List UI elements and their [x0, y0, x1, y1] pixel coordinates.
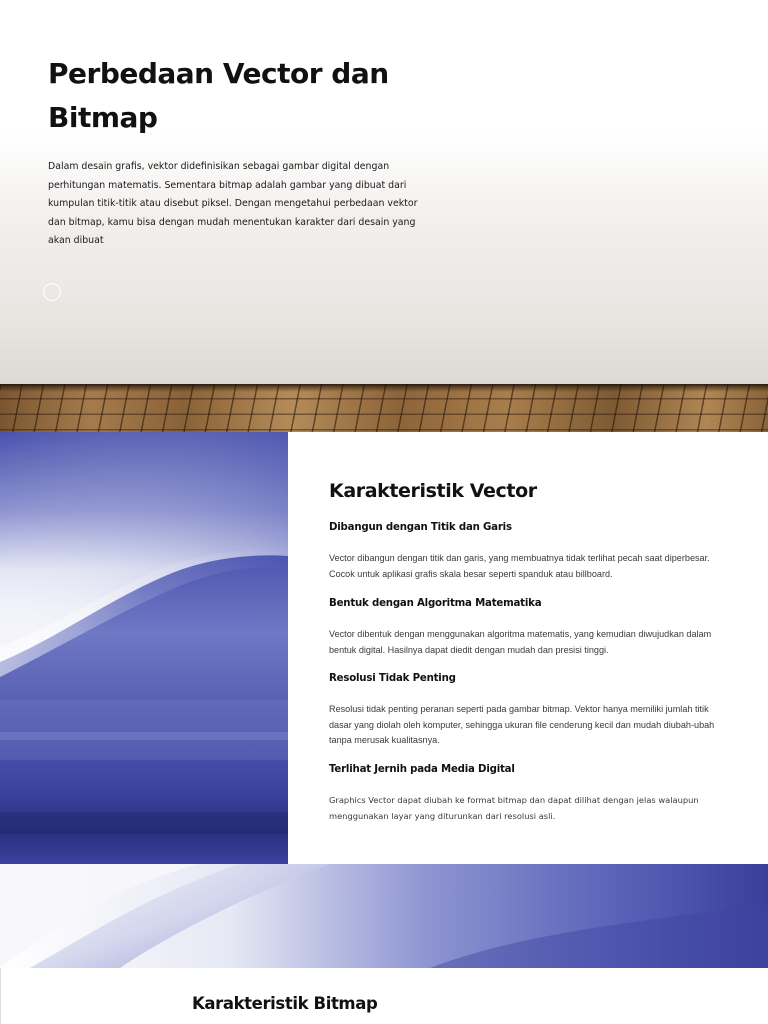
section-heading: Terlihat Jernih pada Media Digital	[329, 764, 515, 775]
blue-wave-image	[0, 432, 288, 864]
section-heading: Resolusi Tidak Penting	[329, 673, 456, 684]
section-title: Karakteristik Bitmap	[192, 994, 378, 1013]
section-paragraph: Graphics Vector dapat diubah ke format bitmap dan dapat dilihat dengan jelas walaupun menggunakan layar yang diturunkan dari resolusi asli.	[329, 795, 699, 821]
section-paragraph: Vector dibangun dengan titik dan garis, yang membuatnya tidak terlihat pecah saat diperbesar. Cocok untuk aplikasi grafis skala besar seperti spanduk atau billboard.	[329, 553, 710, 579]
section-paragraph: Resolusi tidak penting peranan seperti pada gambar bitmap. Vektor hanya memiliki jumlah titik dasar yang diolah oleh komputer, sehingga ukuran file cenderung kecil dan mudah diubah-ubah tanpa merusak kualitasnya.	[329, 704, 715, 746]
circle-decoration	[43, 283, 61, 301]
slide-vector-characteristics	[0, 432, 768, 864]
section-heading: Bentuk dengan Algoritma Matematika	[329, 598, 542, 609]
intro-paragraph: Dalam desain grafis, vektor didefinisikan sebagai gambar digital dengan perhitungan matematis. Sementara bitmap adalah gambar yang dibuat dari kumpulan titik-titik atau disebut piksel. Dengan mengetahui perbedaan vektor dan bitmap, kamu bisa dengan mudah menentukan karakter dari desain yang akan dibuat	[48, 161, 418, 247]
wooden-floor-image	[0, 384, 768, 432]
section-heading: Dibangun dengan Titik dan Garis	[329, 522, 512, 533]
slide-intro	[0, 0, 768, 432]
blue-wave-banner-image	[0, 864, 768, 968]
content-area	[0, 968, 768, 1024]
section-title: Karakteristik Vector	[329, 480, 537, 502]
slide-title: Perbedaan Vector dan Bitmap	[48, 57, 389, 134]
slide-bitmap-characteristics	[0, 864, 768, 1024]
section-paragraph: Vector dibentuk dengan menggunakan algoritma matematis, yang kemudian diwujudkan dalam bentuk digital. Hasilnya dapat diedit dengan mudah dan presisi tinggi.	[329, 629, 712, 655]
